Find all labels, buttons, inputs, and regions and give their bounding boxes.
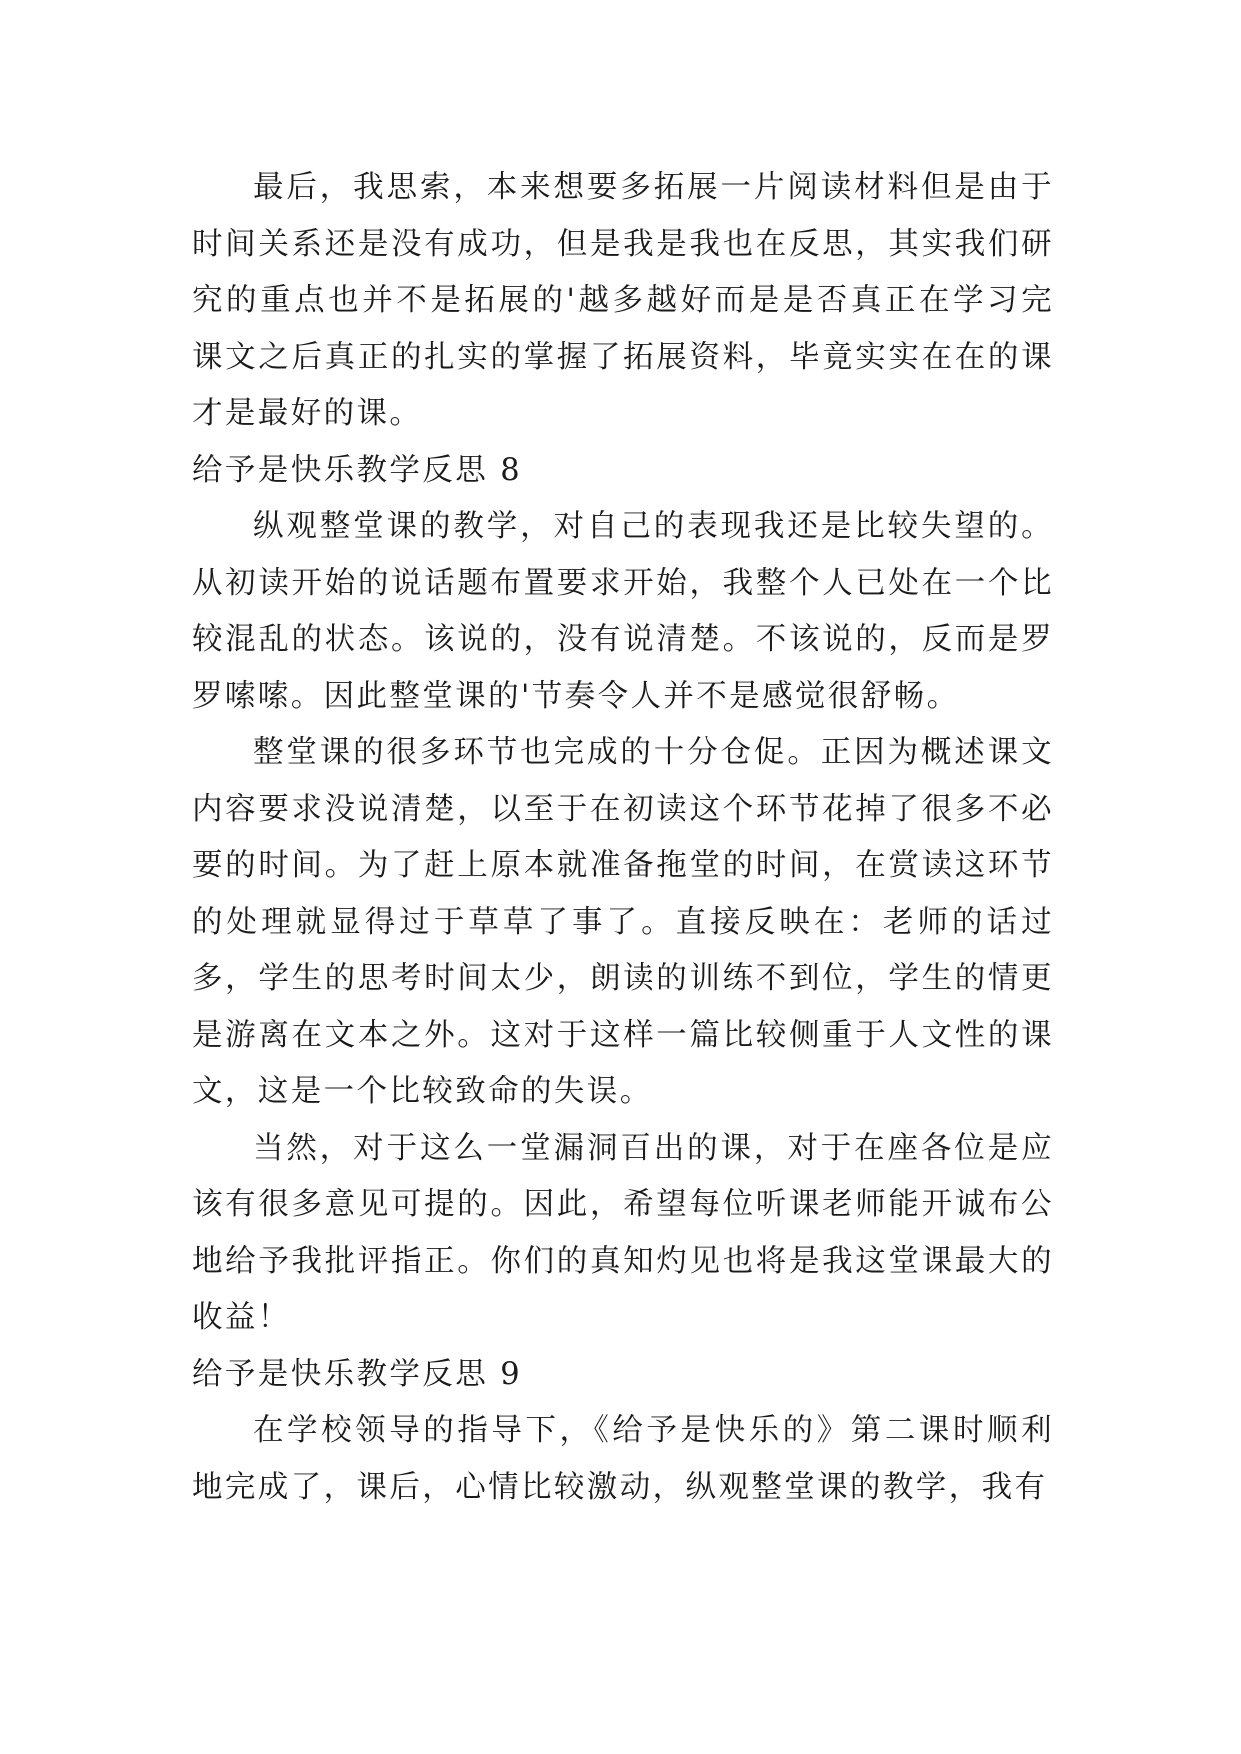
paragraph: 整堂课的很多环节也完成的十分仓促。正因为概述课文内容要求没说清楚，以至于在初读这个环节花掉了很多不必要的时间。为了赶上原本就准备拖堂的时间，在赏读这环节的处理就显得过于草草了事了。直接反映在：老师的话过多，学生的思考时间太少，朗读的训练不到位，学生的情更是游离在文本之外。这对于这样一篇比较侧重于人文性的课文，这是一个比较致命的失误。: [192, 735, 1054, 1109]
paragraph: 最后，我思索，本来想要多拓展一片阅读材料但是由于时间关系还是没有成功，但是我是我也在反思，其实我们研究的重点也并不是拓展的'越多越好而是是否真正在学习完课文之后真正的扎实的掌握了拓展资料，毕竟实实在在的课才是最好的课。: [192, 170, 1054, 431]
paragraph: 在学校领导的指导下，《给予是快乐的》第二课时顺利地完成了，课后，心情比较激动，纵观整堂课的教学，我有: [192, 1413, 1054, 1505]
section-heading: 给予是快乐教学反思 8: [192, 452, 522, 488]
paragraph: 当然，对于这么一堂漏洞百出的课，对于在座各位是应该有很多意见可提的。因此，希望每位听课老师能开诚布公地给予我批评指正。你们的真知灼见也将是我这堂课最大的收益！: [192, 1130, 1054, 1335]
document-body: [192, 160, 1054, 1516]
paragraph: 纵观整堂课的教学，对自己的表现我还是比较失望的。从初读开始的说话题布置要求开始，我整个人已处在一个比较混乱的状态。该说的，没有说清楚。不该说的，反而是罗罗嗦嗦。因此整堂课的'节奏令人并不是感觉很舒畅。: [192, 509, 1054, 714]
section-heading: 给予是快乐教学反思 9: [192, 1356, 522, 1392]
